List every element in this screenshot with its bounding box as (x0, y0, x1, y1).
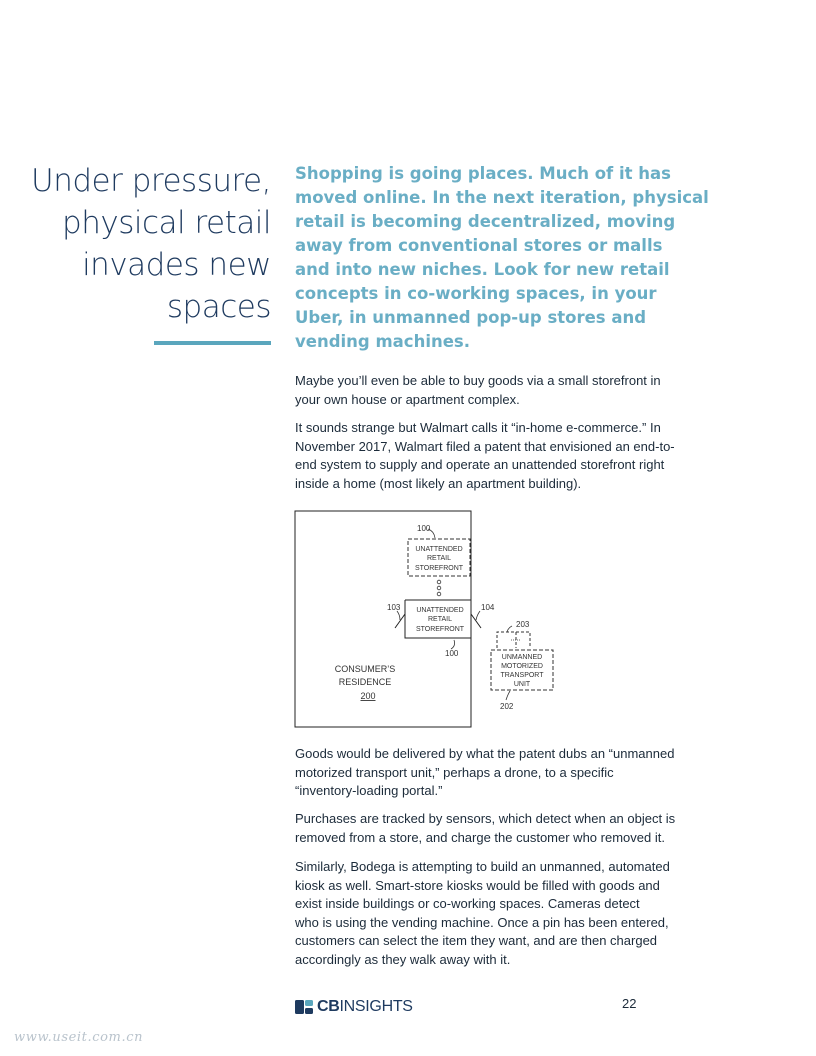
lead-line: moved online. In the next iteration, physical (295, 188, 709, 207)
leader-line (507, 626, 512, 632)
paragraph-line: removed from a store, and charge the customer who removed it. (295, 829, 665, 845)
connector-dot (437, 586, 441, 590)
headline-line: Under pressure, (31, 163, 271, 199)
top-box-line: RETAIL (427, 555, 451, 562)
logo-cb: CB (317, 998, 340, 1015)
residence-number: 200 (360, 691, 376, 701)
headline-line: invades new (82, 247, 271, 283)
main-box-line: UNATTENDED (416, 607, 464, 614)
lead-line: away from conventional stores or malls (295, 236, 663, 255)
paragraph-line: It sounds strange but Walmart calls it “in-home e-commerce.” In (295, 420, 661, 435)
headline-divider (154, 341, 271, 345)
connector-dot (437, 580, 441, 584)
body-paragraph (295, 419, 695, 493)
logo-wordmark (317, 998, 413, 1016)
headline-line: spaces (166, 289, 271, 325)
paragraph-line: Similarly, Bodega is attempting to build an unmanned, automated (295, 859, 670, 874)
diagram-ref-top: 100 (417, 524, 431, 533)
cbinsights-logo[interactable] (295, 997, 413, 1017)
main-box-line: RETAIL (428, 616, 452, 623)
paragraph-line: your own house or apartment complex. (295, 391, 520, 407)
body-paragraph (295, 745, 695, 801)
paragraph-line: accordingly as they walk away with it. (295, 951, 511, 967)
lead-line: Shopping is going places. Much of it has (295, 164, 671, 183)
diagram-ref-right: 104 (481, 603, 495, 612)
paragraph-line: Purchases are tracked by sensors, which detect when an object is (295, 811, 676, 826)
unit-box-line: UNIT (513, 681, 531, 688)
paragraph-line: Goods would be delivered by what the patent dubs an “unmanned (295, 746, 675, 761)
diagram-ref-drone: 203 (516, 620, 530, 629)
door-right (471, 614, 481, 628)
unit-box-line: TRANSPORT (500, 672, 544, 679)
residence-label-line: CONSUMER’S (334, 664, 396, 674)
diagram-ref-bottom: 100 (445, 649, 459, 658)
patent-diagram (294, 510, 594, 732)
paragraph-line: exist inside buildings or co-working spaces. Cameras detect (295, 896, 640, 911)
paragraph-line: motorized transport unit,” perhaps a drone, to a specific (295, 764, 614, 780)
paragraph-line: “inventory-loading portal.” (295, 783, 443, 798)
leader-line (506, 691, 510, 700)
paragraph-line: end system to supply and operate an unattended storefront right (295, 457, 665, 472)
body-paragraph (295, 858, 695, 969)
cbinsights-mark-icon (295, 1000, 313, 1014)
top-box-line: UNATTENDED (415, 546, 463, 553)
watermark: www.useit.com.cn (14, 1030, 144, 1045)
lead-line: retail is becoming decentralized, moving (295, 212, 676, 231)
top-box-line: STOREFRONT (414, 565, 464, 572)
lead-line: Uber, in unmanned pop-up stores and (295, 308, 647, 327)
unit-box-line: MOTORIZED (501, 663, 543, 670)
unit-box-line: UNMANNED (501, 654, 543, 661)
body-paragraph (295, 372, 695, 409)
lead-line: concepts in co-working spaces, in your (295, 284, 657, 303)
headline-line: physical retail (62, 205, 271, 241)
diagram-ref-left: 103 (387, 603, 401, 612)
paragraph-line: who is using the vending machine. Once a pin has been entered, (295, 914, 669, 930)
paragraph-line: kiosk as well. Smart-store kiosks would be filled with goods and (295, 877, 660, 893)
connector-dot (437, 592, 441, 596)
lead-line: vending machines. (295, 332, 470, 351)
leader-line (476, 611, 480, 620)
residence-label-line: RESIDENCE (338, 677, 392, 687)
leader-line (397, 611, 400, 620)
logo-insights: INSIGHTS (339, 998, 413, 1015)
door-left (395, 614, 405, 628)
page-number: 22 (622, 996, 637, 1011)
headline (11, 160, 271, 328)
paragraph-line: Maybe you’ll even be able to buy goods via a small storefront in (295, 373, 661, 388)
diagram-ref-unit: 202 (500, 702, 514, 711)
paragraph-line: customers can select the item they want, and are then charged (295, 933, 658, 948)
paragraph-line: November 2017, Walmart filed a patent that envisioned an end-to- (295, 438, 675, 454)
main-box-line: STOREFRONT (415, 626, 465, 633)
lead-line: and into new niches. Look for new retail (295, 260, 670, 279)
body-paragraph (295, 810, 695, 847)
lead-paragraph (295, 162, 709, 354)
leader-line (451, 640, 455, 649)
paragraph-line: inside a home (most likely an apartment building). (295, 475, 582, 491)
